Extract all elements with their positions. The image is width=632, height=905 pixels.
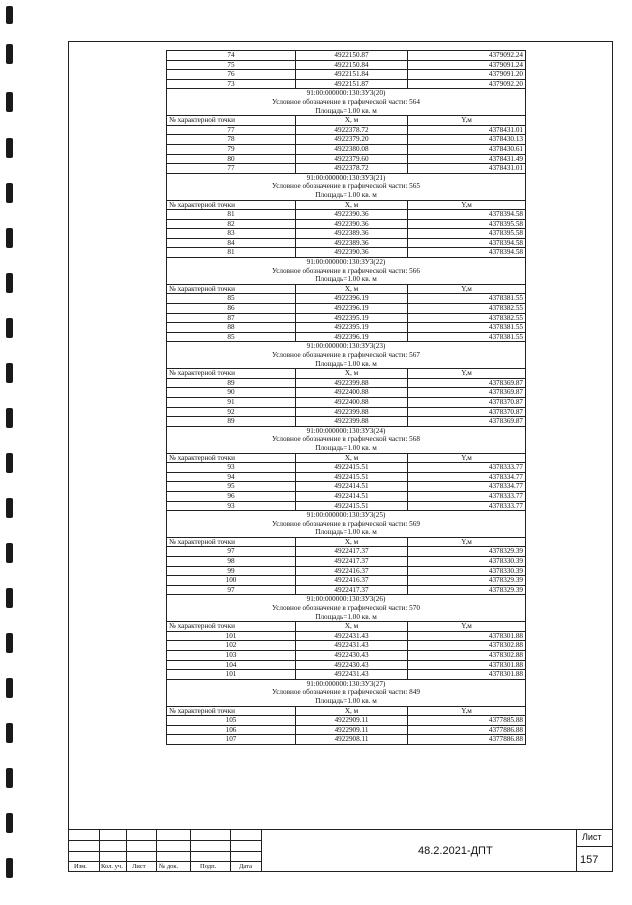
y-coordinate-cell: 4378382.55	[408, 313, 526, 323]
binder-mark	[6, 318, 13, 338]
table-row	[167, 135, 526, 145]
column-header-row	[167, 200, 526, 210]
stamp-label-change: Изм.	[74, 863, 87, 870]
x-coordinate-cell: 4922416.37	[296, 566, 408, 576]
point-number-cell: 81	[167, 210, 296, 220]
sheet-label: Лист	[582, 832, 602, 842]
designation-label: Условное обозначение в графической части: 566	[167, 267, 526, 276]
binder-mark	[6, 92, 13, 112]
x-coordinate-cell: 4922431.43	[296, 670, 408, 680]
y-coordinate-cell: 4378395.58	[408, 219, 526, 229]
x-coordinate-cell: 4922396.19	[296, 332, 408, 342]
caption-row	[167, 595, 526, 604]
point-number-cell: 93	[167, 501, 296, 511]
x-coordinate-cell: 4922400.88	[296, 397, 408, 407]
caption-row	[167, 435, 526, 444]
header-point-number: № характерной точки	[167, 706, 296, 716]
table-row	[167, 248, 526, 258]
stamp-label-sheet: Лист	[132, 863, 146, 870]
x-coordinate-cell: 4922908.11	[296, 735, 408, 745]
coordinates-table	[166, 50, 526, 745]
binder-mark	[6, 363, 13, 383]
cadastral-number: 91:00:000000:130:ЗУ3(22)	[167, 258, 526, 267]
y-coordinate-cell: 4379091.24	[408, 60, 526, 70]
x-coordinate-cell: 4922399.88	[296, 417, 408, 427]
x-coordinate-cell: 4922390.36	[296, 210, 408, 220]
area-label: Площадь=1.00 кв. м	[167, 107, 526, 116]
x-coordinate-cell: 4922430.43	[296, 651, 408, 661]
table-row	[167, 144, 526, 154]
y-coordinate-cell: 4379092.24	[408, 51, 526, 61]
table-row	[167, 482, 526, 492]
x-coordinate-cell: 4922414.51	[296, 491, 408, 501]
header-point-number: № характерной точки	[167, 537, 296, 547]
area-label: Площадь=1.00 кв. м	[167, 360, 526, 369]
x-coordinate-cell: 4922417.37	[296, 547, 408, 557]
binder-mark	[6, 453, 13, 473]
point-number-cell: 102	[167, 641, 296, 651]
y-coordinate-cell: 4378382.55	[408, 304, 526, 314]
caption-row	[167, 258, 526, 267]
point-number-cell: 107	[167, 735, 296, 745]
area-label: Площадь=1.00 кв. м	[167, 444, 526, 453]
table-row	[167, 238, 526, 248]
binder-mark	[6, 44, 13, 64]
y-coordinate-cell: 4378431.01	[408, 164, 526, 174]
caption-row	[167, 604, 526, 613]
table-row	[167, 501, 526, 511]
table-row	[167, 332, 526, 342]
table-row	[167, 229, 526, 239]
y-coordinate-cell: 4378381.55	[408, 294, 526, 304]
table-row	[167, 60, 526, 70]
x-coordinate-cell: 4922389.36	[296, 229, 408, 239]
header-y: Y,м	[408, 453, 526, 463]
stamp-label-signature: Подп.	[200, 863, 217, 870]
point-number-cell: 105	[167, 716, 296, 726]
stamp-line	[126, 829, 127, 872]
x-coordinate-cell: 4922151.84	[296, 70, 408, 80]
table-row	[167, 463, 526, 473]
binder-mark	[6, 588, 13, 608]
table-row	[167, 70, 526, 80]
cadastral-number: 91:00:000000:130:ЗУ3(23)	[167, 342, 526, 351]
stamp-label-docnum: № док.	[159, 863, 179, 870]
table-row	[167, 566, 526, 576]
point-number-cell: 97	[167, 547, 296, 557]
binder-mark	[6, 408, 13, 428]
table-row	[167, 557, 526, 567]
cadastral-number: 91:00:000000:130:ЗУ3(25)	[167, 511, 526, 520]
caption-row	[167, 511, 526, 520]
stamp-line	[99, 829, 100, 872]
point-number-cell: 90	[167, 388, 296, 398]
stamp-line	[261, 829, 262, 872]
y-coordinate-cell: 4378431.01	[408, 125, 526, 135]
x-coordinate-cell: 4922417.37	[296, 585, 408, 595]
x-coordinate-cell: 4922415.51	[296, 472, 408, 482]
stamp-line	[261, 829, 613, 830]
area-label: Площадь=1.00 кв. м	[167, 191, 526, 200]
x-coordinate-cell: 4922396.19	[296, 304, 408, 314]
column-header-row	[167, 706, 526, 716]
point-number-cell: 74	[167, 51, 296, 61]
x-coordinate-cell: 4922390.36	[296, 248, 408, 258]
stamp-line	[68, 840, 261, 841]
header-x: X, м	[296, 453, 408, 463]
table-row	[167, 313, 526, 323]
table-row	[167, 417, 526, 427]
point-number-cell: 82	[167, 219, 296, 229]
stamp-line	[68, 829, 261, 830]
column-header-row	[167, 116, 526, 126]
y-coordinate-cell: 4378381.55	[408, 332, 526, 342]
y-coordinate-cell: 4378369.87	[408, 417, 526, 427]
stamp-line	[230, 829, 231, 872]
y-coordinate-cell: 4378369.87	[408, 388, 526, 398]
caption-row	[167, 426, 526, 435]
y-coordinate-cell: 4377886.88	[408, 725, 526, 735]
header-point-number: № характерной точки	[167, 116, 296, 126]
y-coordinate-cell: 4378330.39	[408, 566, 526, 576]
x-coordinate-cell: 4922151.87	[296, 79, 408, 89]
point-number-cell: 106	[167, 725, 296, 735]
stamp-line	[576, 846, 613, 847]
designation-label: Условное обозначение в графической части: 564	[167, 98, 526, 107]
table-row	[167, 472, 526, 482]
y-coordinate-cell: 4378394.58	[408, 248, 526, 258]
x-coordinate-cell: 4922395.19	[296, 313, 408, 323]
point-number-cell: 97	[167, 585, 296, 595]
point-number-cell: 73	[167, 79, 296, 89]
caption-row	[167, 679, 526, 688]
point-number-cell: 93	[167, 463, 296, 473]
y-coordinate-cell: 4378333.77	[408, 463, 526, 473]
point-number-cell: 76	[167, 70, 296, 80]
point-number-cell: 84	[167, 238, 296, 248]
binder-mark	[6, 498, 13, 518]
x-coordinate-cell: 4922417.37	[296, 557, 408, 567]
binder-mark	[6, 768, 13, 788]
point-number-cell: 81	[167, 248, 296, 258]
y-coordinate-cell: 4378430.61	[408, 144, 526, 154]
x-coordinate-cell: 4922150.84	[296, 60, 408, 70]
x-coordinate-cell: 4922415.51	[296, 463, 408, 473]
point-number-cell: 99	[167, 566, 296, 576]
x-coordinate-cell: 4922399.88	[296, 407, 408, 417]
binder-mark	[6, 273, 13, 293]
caption-row	[167, 444, 526, 453]
column-header-row	[167, 453, 526, 463]
binder-mark	[6, 6, 13, 24]
y-coordinate-cell: 4378431.49	[408, 154, 526, 164]
title-block	[68, 829, 613, 872]
x-coordinate-cell: 4922378.72	[296, 164, 408, 174]
binder-mark	[6, 183, 13, 203]
y-coordinate-cell: 4378370.87	[408, 407, 526, 417]
caption-row	[167, 688, 526, 697]
cadastral-number: 91:00:000000:130:ЗУ3(27)	[167, 679, 526, 688]
x-coordinate-cell: 4922400.88	[296, 388, 408, 398]
stamp-label-count: Кол. уч.	[101, 863, 123, 870]
point-number-cell: 96	[167, 491, 296, 501]
header-y: Y,м	[408, 284, 526, 294]
point-number-cell: 89	[167, 417, 296, 427]
header-y: Y,м	[408, 369, 526, 379]
sheet-number: 157	[580, 854, 599, 866]
table-row	[167, 725, 526, 735]
x-coordinate-cell: 4922399.88	[296, 378, 408, 388]
table-row	[167, 154, 526, 164]
point-number-cell: 78	[167, 135, 296, 145]
y-coordinate-cell: 4377886.88	[408, 735, 526, 745]
y-coordinate-cell: 4379092.20	[408, 79, 526, 89]
table-row	[167, 651, 526, 661]
y-coordinate-cell: 4378329.39	[408, 547, 526, 557]
x-coordinate-cell: 4922380.08	[296, 144, 408, 154]
column-header-row	[167, 622, 526, 632]
table-row	[167, 125, 526, 135]
table-row	[167, 641, 526, 651]
column-header-row	[167, 537, 526, 547]
y-coordinate-cell: 4378302.88	[408, 641, 526, 651]
x-coordinate-cell: 4922396.19	[296, 294, 408, 304]
point-number-cell: 100	[167, 576, 296, 586]
table-row	[167, 407, 526, 417]
binder-mark	[6, 138, 13, 158]
table-row	[167, 660, 526, 670]
header-point-number: № характерной точки	[167, 369, 296, 379]
point-number-cell: 92	[167, 407, 296, 417]
x-coordinate-cell: 4922415.51	[296, 501, 408, 511]
cadastral-number: 91:00:000000:130:ЗУ3(21)	[167, 173, 526, 182]
point-number-cell: 83	[167, 229, 296, 239]
table-row	[167, 294, 526, 304]
point-number-cell: 88	[167, 323, 296, 333]
y-coordinate-cell: 4378329.39	[408, 576, 526, 586]
x-coordinate-cell: 4922431.43	[296, 631, 408, 641]
y-coordinate-cell: 4378302.88	[408, 651, 526, 661]
table-row	[167, 304, 526, 314]
designation-label: Условное обозначение в графической части: 567	[167, 351, 526, 360]
designation-label: Условное обозначение в графической части: 569	[167, 520, 526, 529]
document-code: 48.2.2021-ДПТ	[418, 845, 493, 857]
header-x: X, м	[296, 622, 408, 632]
area-label: Площадь=1.00 кв. м	[167, 613, 526, 622]
y-coordinate-cell: 4378333.77	[408, 501, 526, 511]
caption-row	[167, 173, 526, 182]
stamp-line	[68, 851, 261, 852]
header-x: X, м	[296, 537, 408, 547]
table-row	[167, 378, 526, 388]
y-coordinate-cell: 4378334.77	[408, 482, 526, 492]
header-x: X, м	[296, 116, 408, 126]
caption-row	[167, 98, 526, 107]
table-row	[167, 631, 526, 641]
point-number-cell: 103	[167, 651, 296, 661]
caption-row	[167, 697, 526, 706]
header-x: X, м	[296, 706, 408, 716]
binder-mark	[6, 813, 13, 833]
table-row	[167, 491, 526, 501]
y-coordinate-cell: 4378394.58	[408, 238, 526, 248]
caption-row	[167, 520, 526, 529]
binder-mark	[6, 543, 13, 563]
y-coordinate-cell: 4378329.39	[408, 585, 526, 595]
caption-row	[167, 351, 526, 360]
designation-label: Условное обозначение в графической части: 568	[167, 435, 526, 444]
designation-label: Условное обозначение в графической части: 849	[167, 688, 526, 697]
point-number-cell: 95	[167, 482, 296, 492]
y-coordinate-cell: 4378395.58	[408, 229, 526, 239]
point-number-cell: 85	[167, 332, 296, 342]
header-point-number: № характерной точки	[167, 453, 296, 463]
cadastral-number: 91:00:000000:130:ЗУ3(24)	[167, 426, 526, 435]
y-coordinate-cell: 4378334.77	[408, 472, 526, 482]
y-coordinate-cell: 4378301.88	[408, 660, 526, 670]
x-coordinate-cell: 4922431.43	[296, 641, 408, 651]
header-y: Y,м	[408, 706, 526, 716]
y-coordinate-cell: 4379091.20	[408, 70, 526, 80]
header-x: X, м	[296, 200, 408, 210]
designation-label: Условное обозначение в графической части: 570	[167, 604, 526, 613]
binder-mark	[6, 228, 13, 248]
caption-row	[167, 191, 526, 200]
y-coordinate-cell: 4378381.55	[408, 323, 526, 333]
table-row	[167, 79, 526, 89]
column-header-row	[167, 369, 526, 379]
point-number-cell: 75	[167, 60, 296, 70]
stamp-line	[190, 829, 191, 872]
area-label: Площадь=1.00 кв. м	[167, 275, 526, 284]
y-coordinate-cell: 4378369.87	[408, 378, 526, 388]
header-point-number: № характерной точки	[167, 284, 296, 294]
binder-mark	[6, 678, 13, 698]
column-header-row	[167, 284, 526, 294]
cadastral-number: 91:00:000000:130:ЗУ3(20)	[167, 89, 526, 98]
caption-row	[167, 89, 526, 98]
header-y: Y,м	[408, 537, 526, 547]
table-row	[167, 164, 526, 174]
header-y: Y,м	[408, 116, 526, 126]
point-number-cell: 101	[167, 670, 296, 680]
x-coordinate-cell: 4922395.19	[296, 323, 408, 333]
point-number-cell: 77	[167, 125, 296, 135]
point-number-cell: 91	[167, 397, 296, 407]
binder-mark	[6, 723, 13, 743]
caption-row	[167, 528, 526, 537]
caption-row	[167, 267, 526, 276]
x-coordinate-cell: 4922389.36	[296, 238, 408, 248]
caption-row	[167, 342, 526, 351]
header-y: Y,м	[408, 622, 526, 632]
header-point-number: № характерной точки	[167, 200, 296, 210]
point-number-cell: 79	[167, 144, 296, 154]
caption-row	[167, 360, 526, 369]
point-number-cell: 104	[167, 660, 296, 670]
y-coordinate-cell: 4378394.58	[408, 210, 526, 220]
y-coordinate-cell: 4378430.13	[408, 135, 526, 145]
y-coordinate-cell: 4378301.88	[408, 670, 526, 680]
table-row	[167, 388, 526, 398]
table-row	[167, 585, 526, 595]
point-number-cell: 86	[167, 304, 296, 314]
header-y: Y,м	[408, 200, 526, 210]
point-number-cell: 87	[167, 313, 296, 323]
table-row	[167, 219, 526, 229]
area-label: Площадь=1.00 кв. м	[167, 697, 526, 706]
x-coordinate-cell: 4922379.60	[296, 154, 408, 164]
caption-row	[167, 107, 526, 116]
point-number-cell: 98	[167, 557, 296, 567]
header-point-number: № характерной точки	[167, 622, 296, 632]
x-coordinate-cell: 4922150.87	[296, 51, 408, 61]
table-row	[167, 210, 526, 220]
point-number-cell: 94	[167, 472, 296, 482]
table-row	[167, 323, 526, 333]
header-x: X, м	[296, 369, 408, 379]
caption-row	[167, 275, 526, 284]
x-coordinate-cell: 4922378.72	[296, 125, 408, 135]
table-row	[167, 547, 526, 557]
stamp-label-date: Дата	[239, 863, 252, 870]
x-coordinate-cell: 4922416.37	[296, 576, 408, 586]
x-coordinate-cell: 4922909.11	[296, 716, 408, 726]
stamp-line	[156, 829, 157, 872]
table-row	[167, 735, 526, 745]
header-x: X, м	[296, 284, 408, 294]
x-coordinate-cell: 4922390.36	[296, 219, 408, 229]
y-coordinate-cell: 4378333.77	[408, 491, 526, 501]
table-row	[167, 397, 526, 407]
caption-row	[167, 182, 526, 191]
stamp-line	[576, 829, 577, 872]
y-coordinate-cell: 4378301.88	[408, 631, 526, 641]
table-row	[167, 670, 526, 680]
y-coordinate-cell: 4378370.87	[408, 397, 526, 407]
stamp-line	[68, 861, 261, 862]
table-row	[167, 576, 526, 586]
table-row	[167, 716, 526, 726]
x-coordinate-cell: 4922909.11	[296, 725, 408, 735]
table-row	[167, 51, 526, 61]
point-number-cell: 85	[167, 294, 296, 304]
caption-row	[167, 613, 526, 622]
binder-mark	[6, 633, 13, 653]
y-coordinate-cell: 4378330.39	[408, 557, 526, 567]
x-coordinate-cell: 4922414.51	[296, 482, 408, 492]
point-number-cell: 101	[167, 631, 296, 641]
x-coordinate-cell: 4922430.43	[296, 660, 408, 670]
point-number-cell: 89	[167, 378, 296, 388]
cadastral-number: 91:00:000000:130:ЗУ3(26)	[167, 595, 526, 604]
designation-label: Условное обозначение в графической части: 565	[167, 182, 526, 191]
binder-mark	[6, 858, 13, 878]
x-coordinate-cell: 4922379.20	[296, 135, 408, 145]
area-label: Площадь=1.00 кв. м	[167, 528, 526, 537]
y-coordinate-cell: 4377885.88	[408, 716, 526, 726]
point-number-cell: 77	[167, 164, 296, 174]
point-number-cell: 80	[167, 154, 296, 164]
